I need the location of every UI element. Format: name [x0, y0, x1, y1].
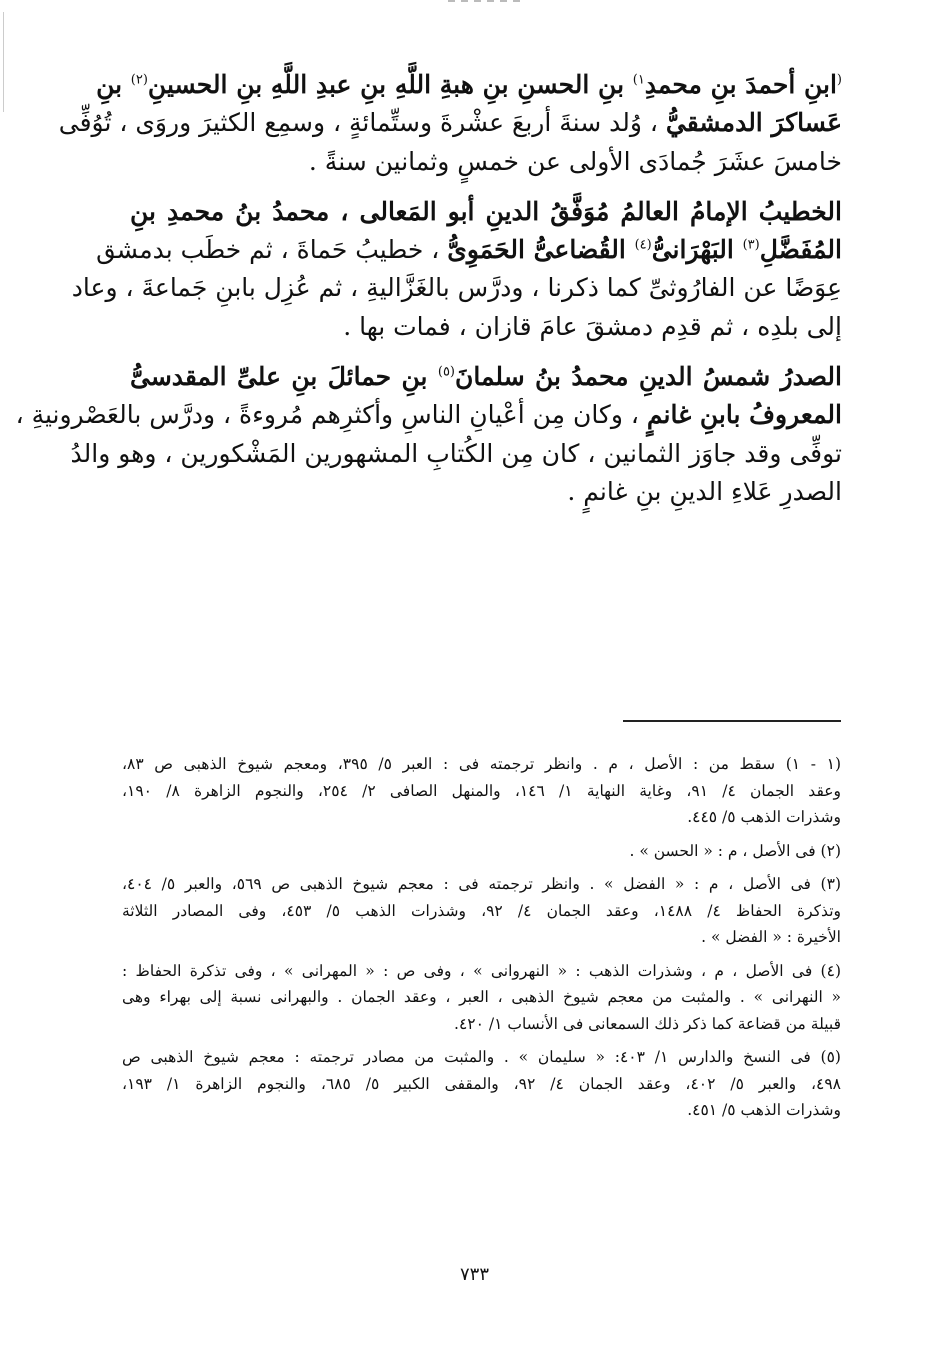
footnote-separator [623, 720, 841, 722]
footnote-line: ٤٩٨، والعبر ٥/ ٤٠٢، وعقد الجمان ٤/ ٩٢، والمقفى الكبير ٥/ ٦٨٥، والنجوم الزاهرة ١/ ١٩٣، [122, 1074, 841, 1093]
footnote-line: « النهرانى » . والمثبت من معجم شيوخ الذهبى ، العبر ، وعقد الجمان . والبهرانى نسبة إلى بهراء وهى [122, 988, 841, 1006]
footnote-line: وتذكرة الحفاظ ٤/ ١٤٨٨، وعقد الجمان ٤/ ٩٢، وشذرات الذهب ٥/ ٤٥٣، وفى المصادر الثلاثة [122, 901, 841, 920]
text-segment: بنِ الحسنِ بنِ هبةِ اللَّهِ بنِ عبدِ اللَّهِ بنِ الحسينِ [147, 70, 633, 99]
footnote-line: وشذرات الذهب ٥/ ٤٤٥. [687, 808, 841, 826]
footnote-line: الأخيرة : « الفضل » . [701, 928, 841, 946]
footnote-marker: (٢) [130, 72, 148, 88]
footnotes [122, 752, 841, 1132]
text-segment: ، وكان مِن أعْيانِ الناسِ وأكثرِهم مُروءةً ، ودرَّس بالعَصْرونيةِ ، [15, 400, 647, 430]
text-segment: عَساكرَ الدمشقيُّ [665, 108, 842, 138]
text-segment: خامسَ عشَرَ جُمادَى الأولى عن خمسٍ وثمانين سنةً . [308, 146, 842, 176]
text-segment: إلى بلدِه ، ثم قدِم دمشقَ عامَ قازان ، فمات بها . [343, 311, 842, 341]
footnote [122, 839, 841, 866]
text-segment: القُضاعىُّ الحَمَوِىُّ [447, 235, 635, 265]
footnote-marker: (٤) [634, 237, 652, 253]
footnote [122, 959, 841, 1039]
footnote-line: (١ - ١) سقط من : الأصل ، م . وانظر ترجمته فى : العبر ٥/ ٣٩٥، ومعجم شيوخ الذهبى ص ٨٣، [122, 755, 842, 773]
footnote [122, 752, 841, 832]
footnote-line: (٢) فى الأصل ، م : « الحسن » . [629, 841, 841, 860]
page-number: ٧٣٣ [459, 1264, 489, 1285]
text-segment: ، خطيبُ حَماةَ ، ثم خطَب بدمشق [96, 235, 448, 265]
text-segment: ، وُلد سنةَ أربعَ عشْرةَ وستِّمائةٍ ، وسمِع الكثيرَ وروَى ، تُوُفِّى [58, 108, 666, 138]
text-line [130, 475, 842, 513]
text-segment: بنِ [96, 70, 131, 99]
text-line [130, 310, 842, 348]
text-line [96, 233, 842, 271]
text-segment: عِوَضًا عن الفارُوثىِّ كما ذكرنا ، ودرَّس بالغَزَّاليةِ ، ثم عُزِل بابنِ جَماعةَ ، وعاد [71, 273, 842, 303]
footnote-line: وعقد الجمان ٤/ ٩١، وغاية النهاية ١/ ١٤٦، والمنهل الصافى ٢/ ٢٥٤، والنجوم الزاهرة ٨/ ١٩٠، [122, 781, 842, 800]
entry-paragraph [15, 360, 842, 513]
text-segment: المعروفُ بابنِ غانمٍ [646, 400, 842, 430]
text-segment: المُفَضَّلِ [759, 235, 842, 265]
footnote-line: قبيلة من قضاعة كما ذكر ذلك السمعانى فى الأنساب ١/ ٤٢٠. [454, 1014, 841, 1033]
text-segment: ابنِ أحمدَ بنِ محمدِ [644, 70, 837, 99]
text-segment: الصدرُ شمسُ الدينِ محمدُ بنُ سلمانَ [455, 362, 842, 392]
entry-paragraph [71, 195, 842, 348]
footnote [122, 872, 841, 952]
text-segment: الخطيبُ الإمامُ العالمُ مُوَفَّقُ الدينِ أبو المَعالى ، محمدُ بنُ محمدِ بنِ [130, 196, 842, 226]
footnote-marker: (٣) [742, 237, 760, 253]
text-line [70, 437, 842, 475]
text-line [130, 195, 842, 233]
scan-mark [448, 0, 544, 8]
footnote-line: (٤) فى الأصل ، م ، وشذرات الذهب : « النهروانى » ، وفى ص : « المهرانى » ، وفى تذكرة الحفاظ : [122, 961, 841, 980]
footnote-line: وشذرات الذهب ٥/ ٤٥١. [687, 1101, 841, 1119]
footnote-marker: (٥) [437, 364, 455, 380]
text-line [15, 398, 842, 436]
text-line [71, 271, 842, 309]
text-line [130, 145, 842, 183]
text-segment: توفِّى وقد جاوَز الثمانين ، كان مِن الكُتابِ المشهورين المَشْكورين ، وهو والدُ [70, 438, 842, 468]
margin-line [3, 12, 4, 112]
footnote [122, 1045, 841, 1125]
main-text [15, 68, 842, 513]
text-segment: بنِ حمائلَ بنِ علىِّ المقدسىُّ [130, 362, 438, 392]
text-line [96, 68, 842, 106]
footnote-line: (٥) فى النسخ والدارس ١/ ٤٠٣: « سليمان » . والمثبت من مصادر ترجمته : معجم شيوخ الذهبى ص [122, 1048, 841, 1066]
text-line [58, 106, 842, 144]
text-line [130, 360, 842, 398]
text-segment: الصدرِ عَلاءِ الدينِ بنِ غانمٍ . [567, 476, 842, 506]
footnote-marker: ١) [632, 72, 645, 88]
entry-paragraph [58, 68, 842, 183]
footnote-marker: ( [836, 72, 842, 88]
footnote-line: (٣) فى الأصل ، م : « الفضل » . وانظر ترجمته فى : معجم شيوخ الذهبى ص ٥٦٩، والعبر ٥/ ٤٠٤، [122, 875, 841, 893]
text-segment: البَهْرَانىُّ [651, 235, 743, 265]
